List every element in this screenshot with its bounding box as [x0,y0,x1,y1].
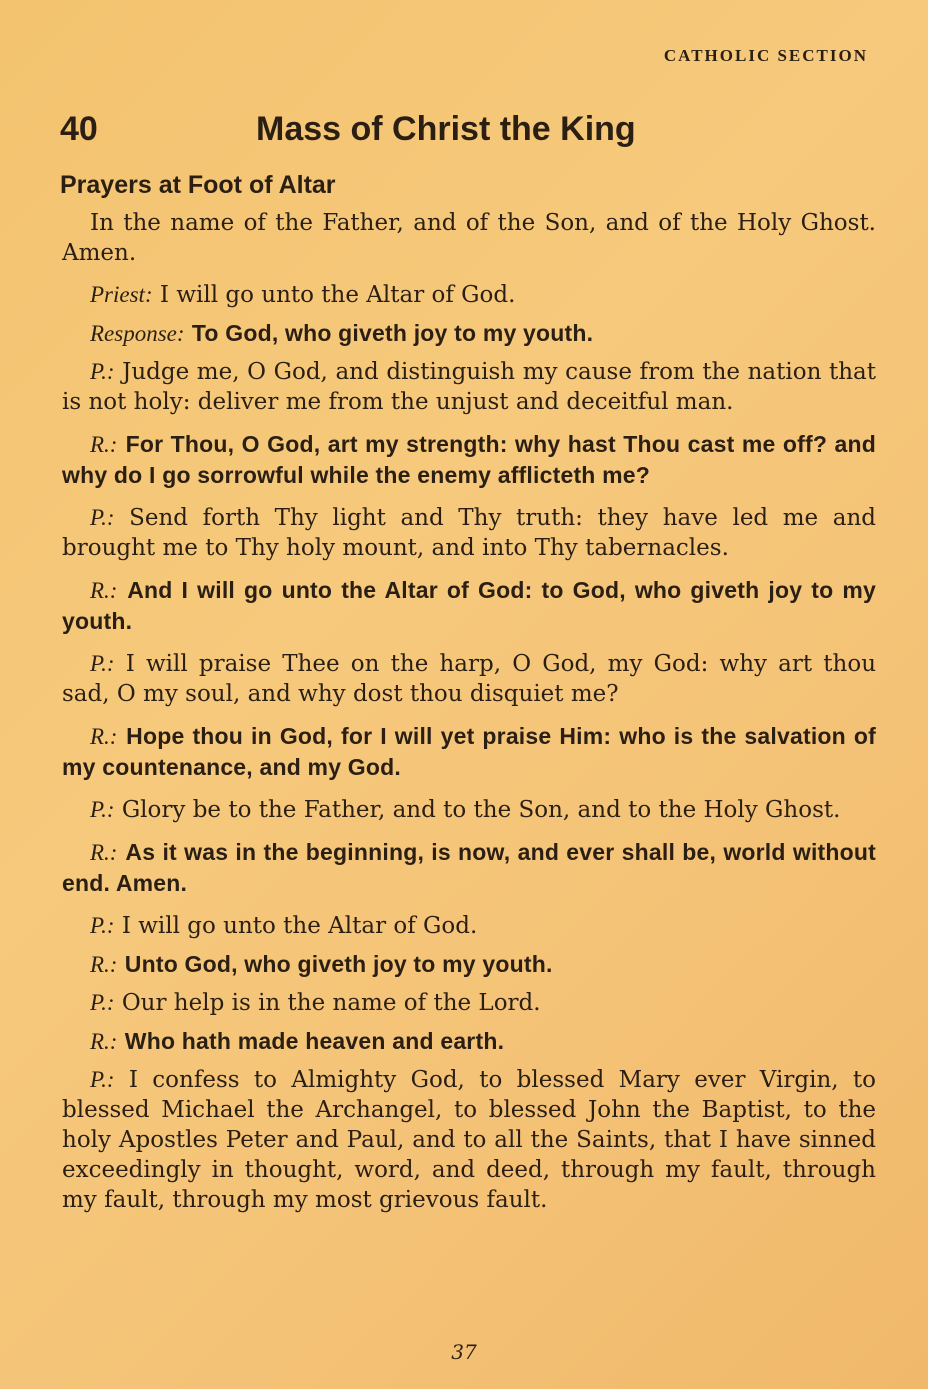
speaker-label: R.: [90,952,118,977]
prayer-paragraph [62,503,876,563]
speaker-label: P.: [90,359,115,384]
page-title: Mass of Christ the King [256,110,636,148]
response-text: As it was in the beginning, is now, and ever shall be, world without end. Amen. [62,839,877,896]
prayer-paragraph [62,575,876,637]
page-number: 40 [60,110,98,148]
prayer-text-line: Send forth Thy light and Thy truth: they have led me and brought me to Thy holy mount, and into Thy tabernacles. [62,505,877,561]
prayer-text-line: Glory be to the Father, and to the Son, and to the Holy Ghost. [121,797,841,823]
prayer-text-line: Judge me, O God, and distinguish my cause from the nation that is not holy: deliver me from the unjust and deceitful man. [62,359,877,415]
response-text: Hope thou in God, for I will yet praise Him: who is the salvation of my countenance, and my God. [62,723,877,780]
prayer-text-line: I will go unto the Altar of God. [121,913,478,939]
speaker-label: R.: [90,840,118,865]
prayer-paragraph [62,429,876,491]
prayer-paragraph [62,318,876,349]
prayer-text-line: I will go unto the Altar of God. [159,282,516,308]
prayer-paragraph [62,949,876,980]
prayer-text-line: Our help is in the name of the Lord. [121,990,541,1016]
prayer-paragraph [62,1065,876,1215]
prayer-paragraph [62,911,876,941]
prayer-paragraph [62,988,876,1018]
response-text: To God, who giveth joy to my youth. [191,320,594,346]
section-title: Prayers at Foot of Altar [60,171,336,199]
prayer-paragraph [62,649,876,709]
prayer-paragraph [62,1026,876,1057]
prayer-paragraph [62,208,876,268]
prayer-paragraph [62,837,876,899]
prayer-text [62,208,876,1227]
speaker-label: R.: [90,432,118,457]
speaker-label: R.: [90,1029,118,1054]
response-text: And I will go unto the Altar of God: to God, who giveth joy to my youth. [62,577,877,634]
response-text: Who hath made heaven and earth. [124,1028,505,1054]
speaker-label: R.: [90,724,118,749]
speaker-label: R.: [90,578,118,603]
speaker-label: P.: [90,1067,115,1092]
prayer-text-line: I confess to Almighty God, to blessed Mary ever Virgin, to blessed Michael the Archangel, to blessed John the Baptist, to the holy Apostles Peter and Paul, and to all the Saints, that I have sinned exceedingly in thought, word, and deed, through my fault, through my fault, through my most grievous fault. [62,1067,877,1213]
response-text: For Thou, O God, art my strength: why hast Thou cast me off? and why do I go sorrowful while the enemy afflicteth me? [62,431,876,488]
folio-number: 37 [451,1340,477,1364]
response-text: Unto God, who giveth joy to my youth. [124,951,553,977]
prayer-paragraph [62,721,876,783]
speaker-label: Response: [90,321,185,346]
prayer-text-line: I will praise Thee on the harp, O God, my God: why art thou sad, O my soul, and why dost thou disquiet me? [62,651,877,707]
speaker-label: P.: [90,651,115,676]
running-head: CATHOLIC SECTION [663,46,868,65]
prayer-paragraph [62,357,876,417]
speaker-label: P.: [90,505,115,530]
prayer-paragraph [62,795,876,825]
speaker-label: P.: [90,913,115,938]
speaker-label: P.: [90,990,115,1015]
prayer-text-line: In the name of the Father, and of the Son, and of the Holy Ghost. Amen. [62,210,876,266]
prayer-paragraph [62,280,876,310]
title-row [60,110,880,154]
speaker-label: P.: [90,797,115,822]
speaker-label: Priest: [90,282,153,307]
